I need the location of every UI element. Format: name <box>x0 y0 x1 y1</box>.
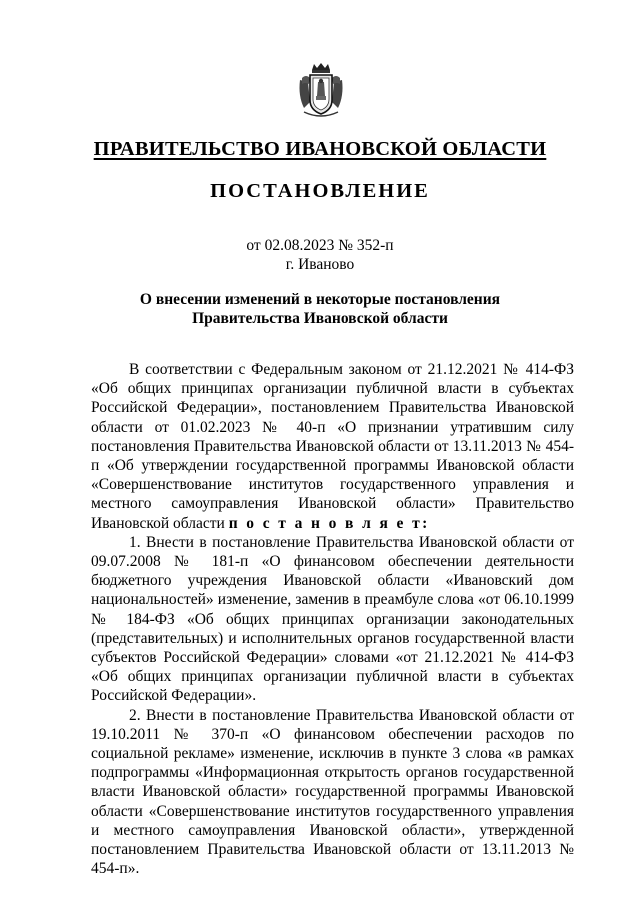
document-type: ПОСТАНОВЛЕНИЕ <box>210 180 430 202</box>
document-meta <box>40 236 600 274</box>
subject-line-2: Правительства Ивановской области <box>192 310 448 327</box>
coat-of-arms-icon <box>296 62 346 118</box>
organization-title: ПРАВИТЕЛЬСТВО ИВАНОВСКОЙ ОБЛАСТИ <box>93 138 547 160</box>
preamble-paragraph <box>91 360 574 533</box>
document-body <box>91 360 574 878</box>
document-city: г. Иваново <box>285 256 355 273</box>
item-2-paragraph: 2. Внести в постановление Правительства Ивановской области от 19.10.2011 № 370-п «О финансовом обеспечении расходов по социальной рекламе» изменение, исключив в пункте 3 слова «в рамках подпрограммы «Информационная открытость органов государственной власти Ивановской области» государственной программы Ивановской области «Совершенствование институтов государственного управления и местного самоуправления Ивановской области», утвержденной постановлением Правительства Ивановской области от 13.11.2013 № 454-п». <box>91 706 574 878</box>
preamble-text: В соответствии с Федеральным законом от 21.12.2021 № 414-ФЗ «Об общих принципах организации публичной власти в субъектах Российской Федерации», постановлением Правительства Ивановской области от 01.02.2023 № 40-п «О признании утратившим силу постановления Правительства Ивановской области от 13.11.2013 № 454-п «Об утверждении государственной программы Ивановской области «Совершенствование институтов государственного управления и местного самоуправления Ивановской области» Правительство Ивановской области <box>91 361 574 532</box>
document-subject <box>40 290 600 328</box>
document-date-number: от 02.08.2023 № 352-п <box>246 237 394 254</box>
resolves-colon: : <box>422 514 428 532</box>
resolves-word: п о с т а н о в л я е т <box>228 514 423 532</box>
subject-line-1: О внесении изменений в некоторые постановления <box>139 291 501 308</box>
item-1-paragraph: 1. Внести в постановление Правительства Ивановской области от 09.07.2008 № 181-п «О финансовом обеспечении деятельности бюджетного учреждения Ивановской области «Ивановский дом национальностей» изменение, заменив в преамбуле слова «от 06.10.1999 № 184-ФЗ «Об общих принципах организации законодательных (представительных) и исполнительных органов государственной власти субъектов Российской Федерации» словами «от 21.12.2021 № 414-ФЗ «Об общих принципах организации публичной власти в субъектах Российской Федерации». <box>91 533 574 705</box>
